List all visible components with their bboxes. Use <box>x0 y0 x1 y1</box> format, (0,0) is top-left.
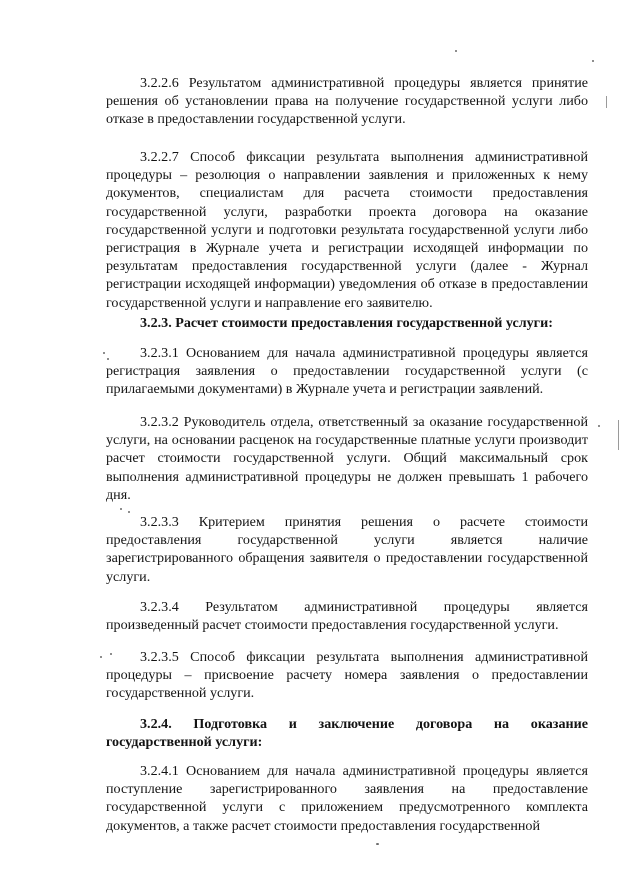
paragraph-3-2-3-2: 3.2.3.2 Руководитель отдела, ответственный за оказание государственной услуги, на основании расценок на государственные платные услуги производит расчет стоимости государственной услуги. Общий максимальный срок выполнения административной процедуры не должен превышать 1 рабочего дня. <box>106 414 588 503</box>
scan-speck <box>128 511 130 513</box>
paragraph-3-2-2-6: 3.2.2.6 Результатом административной процедуры является принятие решения об установлении права на получение государственной услуги либо отказе в предоставлении государственной услуги. <box>106 75 588 128</box>
scan-edge-mark <box>618 420 619 450</box>
paragraph-3-2-2-7: 3.2.2.7 Способ фиксации результата выполнения административной процедуры – резолюция о направлении заявления и приложенных к нему документов, специалистам для расчета стоимости предоставления государственной услуги, разработки проекта договора на оказание государственной услуги и подготовки результата государственной услуги либо регистрация в Журнале учета и регистрации исходящей информации по результатам предоставления государственной услуги (далее - Журнал регистрации исходящей информации) уведомления об отказе в предоставлении государственной услуги и направление его заявителю. <box>106 149 588 311</box>
scan-speck <box>592 60 594 62</box>
scan-speck <box>455 50 457 52</box>
paragraph-3-2-3-1: 3.2.3.1 Основанием для начала административной процедуры является регистрация заявления о предоставлении государственной услуги (с прилагаемыми документами) в Журнале учета и регистрации заявлений. <box>106 345 588 398</box>
scan-speck <box>376 843 379 845</box>
paragraph-3-2-3-4: 3.2.3.4 Результатом административной процедуры является произведенный расчет стоимости предоставления государственной услуги. <box>106 599 588 634</box>
scan-speck <box>120 508 122 510</box>
paragraph-3-2-4-1: 3.2.4.1 Основанием для начала административной процедуры является поступление зарегистрированного заявления на предоставление государственной услуги с приложением предусмотренного комплекта документов, а также расчет стоимости предоставления государственной <box>106 763 588 834</box>
section-heading-3-2-4: 3.2.4. Подготовка и заключение договора на оказание государственной услуги: <box>106 716 588 751</box>
section-heading-3-2-3: 3.2.3. Расчет стоимости предоставления государственной услуги: <box>140 315 553 331</box>
scan-speck <box>103 352 105 354</box>
scan-speck <box>598 425 600 427</box>
paragraph-3-2-3-3: 3.2.3.3 Критерием принятия решения о расчете стоимости предоставления государственной услуги является наличие зарегистрированного обращения заявителя о предоставлении государственной услуги. <box>106 514 588 585</box>
scan-speck <box>107 358 109 360</box>
scan-speck <box>100 656 102 658</box>
paragraph-3-2-3-5: 3.2.3.5 Способ фиксации результата выполнения административной процедуры – присвоение расчету номера заявления о предоставлении государственной услуги. <box>106 649 588 702</box>
scan-edge-mark <box>606 96 607 108</box>
scan-speck <box>110 653 112 655</box>
